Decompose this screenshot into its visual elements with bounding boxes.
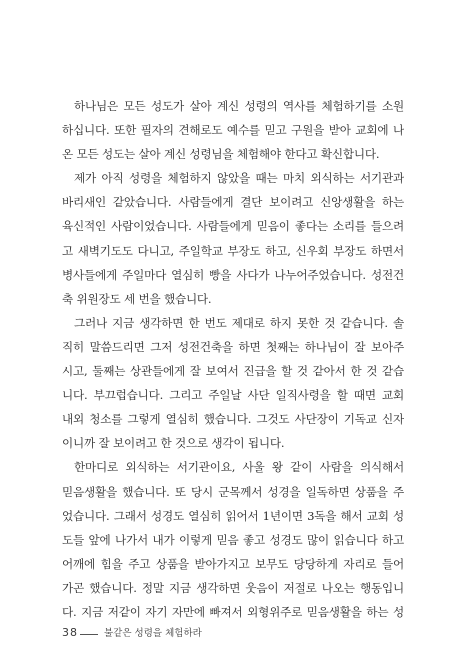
text-line: 축 위원장도 세 번을 했습니다.	[62, 291, 212, 306]
text-line: 제가 아직 성령을 체험하지 않았을 때는 마치 외식하는 서기관과	[74, 171, 404, 186]
text-line: 고 새벽기도도 다니고, 주일학교 부장도 하고, 신우회 부장도 하면서	[62, 243, 404, 258]
text-line: 다. 지금 저같이 자기 자만에 빠져서 외형위주로 믿음생활을 하는 성	[62, 604, 404, 619]
footer-rule	[80, 634, 98, 635]
text-line: 어깨에 힘을 주고 상품을 받아가지고 보무도 당당하게 자리로 들어	[62, 556, 404, 571]
page-number: 38	[62, 626, 78, 639]
page-footer	[62, 625, 202, 639]
running-title: 불같은 성령을 체험하라	[104, 628, 202, 639]
text-line: 직히 말씀드리면 그저 성전건축을 하면 첫째는 하나님이 잘 보아주	[62, 339, 404, 354]
text-line: 이니까 잘 보이려고 한 것으로 생각이 됩니다.	[62, 436, 285, 451]
text-line: 온 모든 성도는 살아 계신 성령님을 체험해야 한다고 확신합니다.	[62, 147, 380, 162]
text-line: 도들 앞에 나가서 내가 이렇게 믿음 좋고 성경도 많이 읽습니다 하고	[62, 532, 404, 547]
text-line: 병사들에게 주일마다 열심히 빵을 사다가 나누어주었습니다. 성전건	[62, 267, 404, 282]
text-line: 믿음생활을 했습니다. 또 당시 군목께서 성경을 일독하면 상품을 주	[62, 484, 404, 499]
text-line: 육신적인 사람이었습니다. 사람들에게 믿음이 좋다는 소리를 들으려	[62, 219, 404, 234]
text-line: 니다. 부끄럽습니다. 그리고 주일날 사단 일직사령을 할 때면 교회	[62, 388, 404, 403]
text-line: 하십니다. 또한 필자의 견해로도 예수를 믿고 구원을 받아 교회에 나	[62, 123, 404, 138]
text-line: 내외 청소를 그렇게 열심히 했습니다. 그것도 사단장이 기독교 신자	[62, 412, 404, 427]
text-line: 가곤 했습니다. 정말 지금 생각하면 웃음이 저절로 나오는 행동입니	[62, 580, 404, 595]
page-body	[62, 94, 404, 624]
text-line: 시고, 둘째는 상관들에게 잘 보여서 진급을 할 것 같아서 한 것 같습	[62, 364, 404, 379]
text-line: 바리새인 같았습니다. 사람들에게 결단 보이려고 신앙생활을 하는	[62, 195, 404, 210]
text-line: 었습니다. 그래서 성경도 열심히 읽어서 1년이면 3독을 해서 교회 성	[62, 508, 404, 523]
text-line: 하나님은 모든 성도가 살아 계신 성령의 역사를 체험하기를 소원	[74, 99, 404, 113]
text-line: 그러나 지금 생각하면 한 번도 제대로 하지 못한 것 같습니다. 솔	[74, 315, 404, 330]
text-line: 한마디로 외식하는 서기관이요, 사울 왕 같이 사람을 의식해서	[74, 460, 404, 475]
